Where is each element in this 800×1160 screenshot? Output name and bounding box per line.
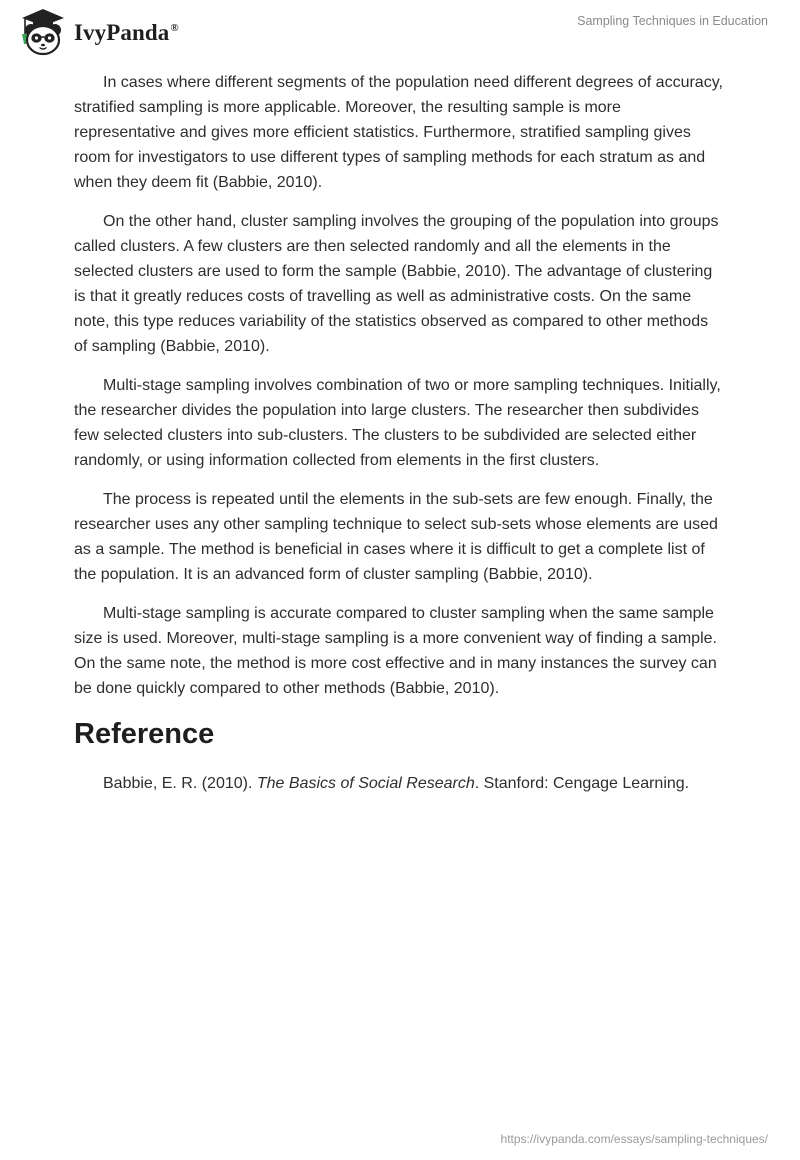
brand-name: IvyPanda® [74,20,179,45]
essay-content [74,70,724,796]
body-paragraph: In cases where different segments of the population need different degrees of accuracy, stratified sampling is more applicable. Moreover, the resulting sample is more representative and gives more efficient statistics. Furthermore, stratified sampling gives room for investigators to use different types of sampling methods for each stratum as and when they deem fit (Babbie, 2010). [74,74,723,191]
panda-graduate-icon [14,6,72,58]
reference-title: The Basics of Social Research [256,775,475,792]
running-title: Sampling Techniques in Education [577,14,768,28]
reference-publisher: . Stanford: Cengage Learning. [474,775,690,792]
reference-author-year: Babbie, E. R. (2010). [103,775,257,792]
body-paragraph: Multi-stage sampling involves combination of two or more sampling techniques. Initially, the researcher divides the population into large clusters. The researcher then subdivides few selected clusters into sub-clusters. The clusters to be subdivided are selected either randomly, or using information collected from elements in the first clusters. [74,377,721,469]
reference-heading: Reference [74,718,215,750]
source-url-link[interactable]: https://ivypanda.com/essays/sampling-techniques/ [500,1132,768,1146]
body-paragraph: On the other hand, cluster sampling involves the grouping of the population into groups called clusters. A few clusters are then selected randomly and all the elements in the selected clusters are used to form the sample (Babbie, 2010). The advantage of clustering is that it greatly reduces costs of travelling as well as administrative costs. On the same note, this type reduces variability of the statistics observed as compared to other methods of sampling (Babbie, 2010). [74,213,719,355]
registered-mark: ® [170,22,179,35]
body-paragraph: Multi-stage sampling is accurate compared to cluster sampling when the same sample size is used. Moreover, multi-stage sampling is a more convenient way of finding a sample. On the same note, the method is more cost effective and in many instances the survey can be done quickly compared to other methods (Babbie, 2010). [74,605,717,697]
reference-entry [74,771,724,796]
body-paragraph: The process is repeated until the elements in the sub-sets are few enough. Finally, the researcher uses any other sampling technique to select sub-sets whose elements are used as a sample. The method is beneficial in cases where it is difficult to get a complete list of the population. It is an advanced form of cluster sampling (Babbie, 2010). [74,491,718,583]
page-header [0,0,800,64]
ivypanda-logo[interactable] [14,6,179,58]
